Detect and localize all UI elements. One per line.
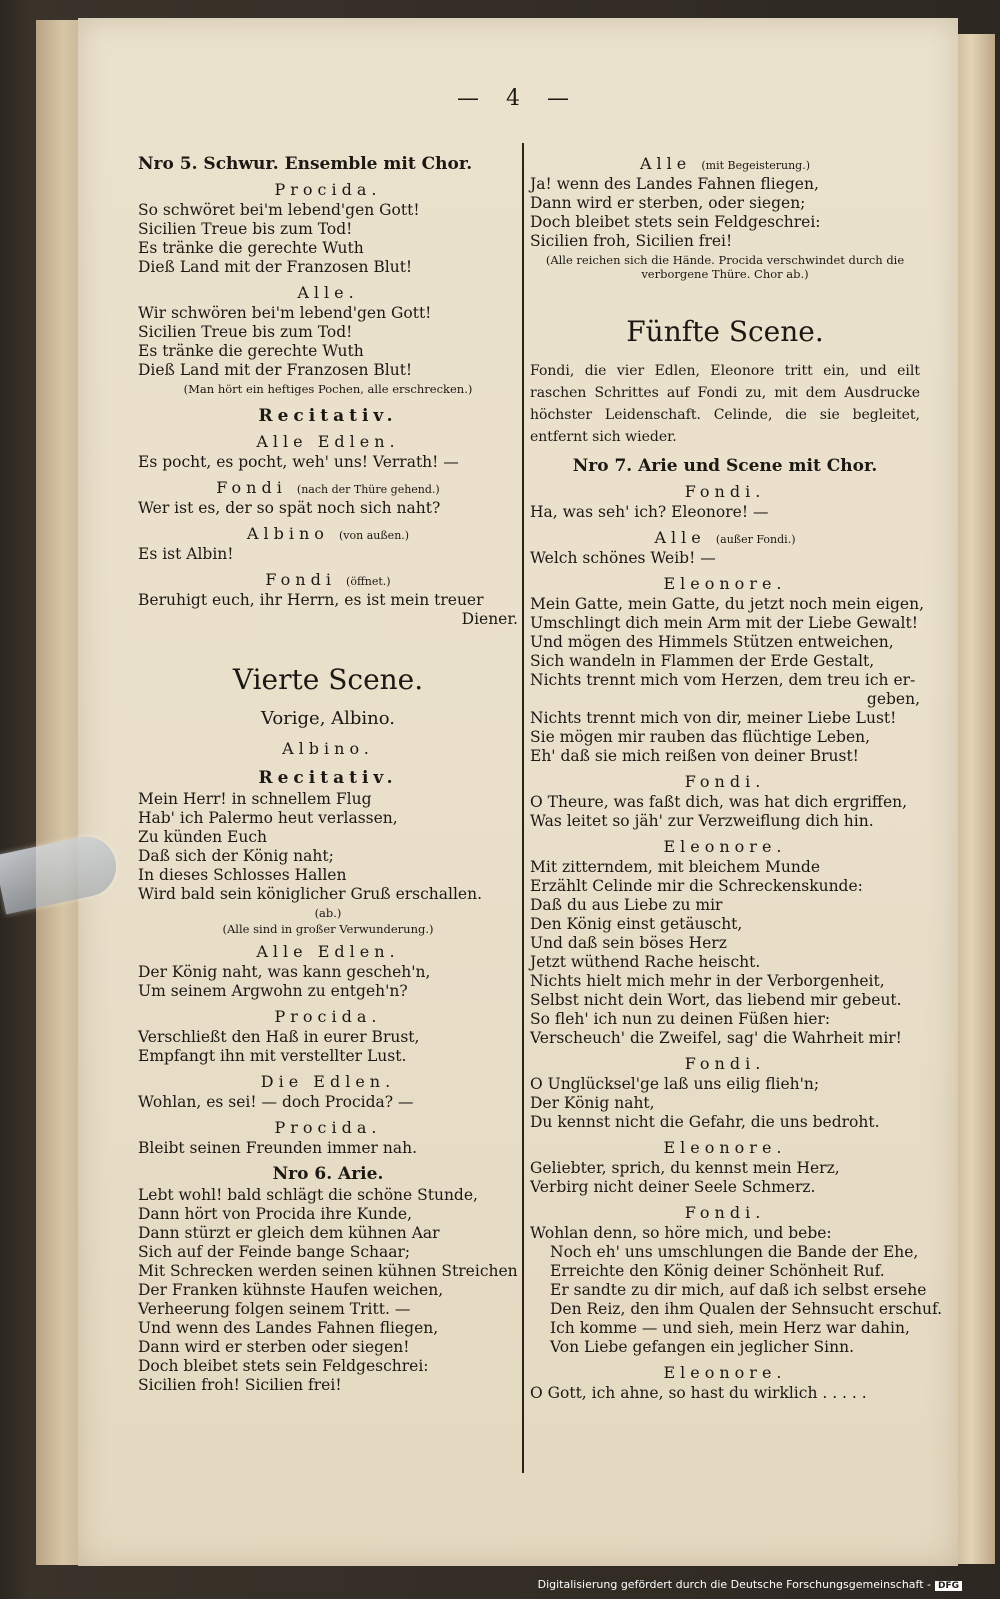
verse-line: Geliebter, sprich, du kennst mein Herz,	[530, 1159, 840, 1177]
verse-line: Nichts trennt mich von dir, meiner Liebe Lust!	[530, 709, 897, 727]
verse-line: Es ist Albin!	[138, 545, 234, 563]
verse-line: Den Reiz, den ihm Qualen der Sehnsucht erschuf.	[550, 1300, 943, 1318]
speaker-label: Fondi.	[684, 1054, 766, 1073]
verse-block	[530, 503, 920, 522]
verse-block	[138, 1139, 518, 1158]
verse-line: Du kennst nicht die Gefahr, die uns bedroht.	[530, 1113, 880, 1131]
verse-block	[138, 1093, 518, 1112]
speaker-name	[138, 524, 518, 543]
verse-block	[138, 453, 518, 472]
verse-line: Ja! wenn des Landes Fahnen fliegen,	[530, 175, 819, 193]
verse-line-continuation: Diener.	[461, 610, 518, 628]
speaker-name	[530, 1054, 920, 1073]
verse-line: Erreichte den König deiner Schönheit Ruf.	[550, 1262, 885, 1280]
verse-line: Daß du aus Liebe zu mir	[530, 896, 723, 914]
speaker-label: Procida.	[274, 180, 382, 199]
verse-block	[530, 1243, 943, 1357]
speaker-name	[530, 528, 920, 547]
verse-line: Er sandte zu dir mich, auf daß ich selbst ersehe	[550, 1281, 927, 1299]
speaker-label: Alle Edlen.	[256, 432, 400, 451]
speaker-name	[138, 942, 518, 961]
speaker-name	[138, 1072, 518, 1091]
dfg-logo: DFG	[935, 1581, 962, 1591]
verse-block	[530, 175, 920, 251]
verse-line: In dieses Schlosses Hallen	[138, 866, 347, 884]
verse-line: Sie mögen mir rauben das flüchtige Leben,	[530, 728, 871, 746]
speaker-name	[138, 1007, 518, 1026]
speaker-name	[530, 772, 920, 791]
verse-line: Und mögen des Himmels Stützen entweichen,	[530, 633, 894, 651]
book-edge-left	[36, 20, 82, 1565]
verse-line: O Unglücksel'ge laß uns eilig flieh'n;	[530, 1075, 820, 1093]
speaker-name	[530, 1363, 920, 1382]
speaker-label: Alle Edlen.	[256, 942, 400, 961]
verse-line: So schwöret bei'm lebend'gen Gott!	[138, 201, 420, 219]
verse-line: Selbst nicht dein Wort, das liebend mir gebeut.	[530, 991, 902, 1009]
verse-line: Der König naht, was kann gescheh'n,	[138, 963, 431, 981]
verse-line: Der König naht,	[530, 1094, 655, 1112]
verse-line: O Gott, ich ahne, so hast du wirklich . . . . .	[530, 1384, 867, 1402]
verse-block	[530, 595, 925, 709]
verse-block	[138, 790, 518, 904]
verse-block	[138, 304, 518, 380]
verse-block	[138, 591, 518, 629]
speaker-label: Fondi.	[684, 482, 766, 501]
speaker-label: Eleonore.	[663, 1363, 787, 1382]
stage-note: (mit Begeisterung.)	[701, 159, 810, 172]
recitativ-label: Recitativ.	[258, 406, 398, 426]
speaker-name	[138, 1118, 518, 1137]
verse-line: Wir schwören bei'm lebend'gen Gott!	[138, 304, 432, 322]
speaker-label: Fondi.	[684, 772, 766, 791]
speaker-name	[530, 482, 920, 501]
verse-line: Den König einst getäuscht,	[530, 915, 743, 933]
verse-line: Daß sich der König naht;	[138, 847, 334, 865]
verse-line: Mit zitterndem, mit bleichem Munde	[530, 858, 820, 876]
speaker-name	[530, 574, 920, 593]
page-number: — 4 —	[457, 86, 579, 111]
speaker-label: Albino	[246, 524, 329, 543]
stage-direction: (Man hört ein heftiges Pochen, alle erschrecken.)	[183, 382, 473, 396]
speaker-name	[138, 283, 518, 302]
verse-line: Doch bleibet stets sein Feldgeschrei:	[530, 213, 821, 231]
verse-line: Um seinem Argwohn zu entgeh'n?	[138, 982, 408, 1000]
verse-block	[530, 1224, 920, 1243]
section-heading: Nro 5. Schwur. Ensemble mit Chor.	[138, 154, 473, 174]
verse-line: Wohlan denn, so höre mich, und bebe:	[530, 1224, 832, 1242]
document-page	[78, 18, 958, 1566]
book-edge-right	[955, 34, 995, 1564]
speaker-label: Fondi	[265, 570, 336, 589]
stage-paragraph: Fondi, die vier Edlen, Eleonore tritt ein, und eilt raschen Schrittes auf Fondi zu, mit dem Ausdrucke höchster Leidenschaft. Celinde, die sie begleitet, entfernt sich wieder.	[530, 363, 920, 445]
stage-direction: (ab.)	[314, 906, 342, 920]
verse-line: Erzählt Celinde mir die Schreckenskunde:	[530, 877, 863, 895]
speaker-name	[138, 570, 518, 589]
verse-block	[530, 1159, 920, 1197]
verse-block	[530, 1384, 920, 1403]
verse-line: Es tränke die gerechte Wuth	[138, 342, 364, 360]
column-divider	[522, 143, 524, 1473]
stage-direction: (Alle reichen sich die Hände. Procida verschwindet durch die verborgene Thüre. Chor ab.)	[545, 253, 905, 281]
verse-line: Sich auf der Feinde bange Schaar;	[138, 1243, 411, 1261]
speaker-label: Procida.	[274, 1007, 382, 1026]
verse-line: Doch bleibet stets sein Feldgeschrei:	[138, 1357, 429, 1375]
verse-line: Verscheuch' die Zweifel, sag' die Wahrheit mir!	[530, 1029, 902, 1047]
speaker-label: Alle.	[297, 283, 359, 302]
verse-line: Sich wandeln in Flammen der Erde Gestalt,	[530, 652, 875, 670]
speaker-label: Fondi.	[684, 1203, 766, 1222]
verse-line: Welch schönes Weib! —	[530, 549, 716, 567]
verse-line: Der Franken kühnste Haufen weichen,	[138, 1281, 444, 1299]
verse-line: Zu künden Euch	[138, 828, 268, 846]
verse-line: Und wenn des Landes Fahnen fliegen,	[138, 1319, 439, 1337]
verse-line: Verschließt den Haß in eurer Brust,	[138, 1028, 420, 1046]
verse-line: Noch eh' uns umschlungen die Bande der Ehe,	[550, 1243, 919, 1261]
verse-line: Sicilien Treue bis zum Tod!	[138, 323, 353, 341]
verse-line: Nichts trennt mich vom Herzen, dem treu ich er-	[530, 671, 916, 689]
verse-line: Dieß Land mit der Franzosen Blut!	[138, 361, 413, 379]
verse-line: Empfangt ihn mit verstellter Lust.	[138, 1047, 407, 1065]
verse-line: So fleh' ich nun zu deinen Füßen hier:	[530, 1010, 831, 1028]
stage-note: (von außen.)	[338, 529, 410, 542]
verse-block	[138, 201, 518, 277]
verse-line: Mein Herr! in schnellem Flug	[138, 790, 372, 808]
speaker-name	[138, 739, 518, 758]
speaker-label: Alle	[639, 154, 692, 173]
verse-line: Sicilien Treue bis zum Tod!	[138, 220, 353, 238]
speaker-label: Procida.	[274, 1118, 382, 1137]
verse-line: Verbirg nicht deiner Seele Schmerz.	[530, 1178, 816, 1196]
verse-block	[138, 545, 518, 564]
verse-line: Es tränke die gerechte Wuth	[138, 239, 364, 257]
verse-block	[138, 1186, 518, 1395]
speaker-label: Eleonore.	[663, 837, 787, 856]
speaker-label: Albino.	[282, 739, 374, 758]
speaker-name	[530, 1138, 920, 1157]
speaker-name	[138, 180, 518, 199]
footer-credit	[538, 1578, 962, 1591]
verse-block	[530, 1075, 920, 1132]
verse-line: Hab' ich Palermo heut verlassen,	[138, 809, 398, 827]
section-heading: Nro 6. Arie.	[272, 1164, 384, 1184]
verse-line: Dann wird er sterben oder siegen!	[138, 1338, 410, 1356]
verse-line: Von Liebe gefangen ein jeglicher Sinn.	[550, 1338, 855, 1356]
verse-line: Es pocht, es pocht, weh' uns! Verrath! —	[138, 453, 459, 471]
verse-line: Jetzt wüthend Rache heischt.	[530, 953, 761, 971]
speaker-name	[530, 837, 920, 856]
verse-block	[530, 549, 920, 568]
verse-line: Lebt wohl! bald schlägt die schöne Stunde,	[138, 1186, 478, 1204]
speaker-label: Fondi	[216, 478, 287, 497]
speaker-name	[530, 1203, 920, 1222]
verse-line: Wer ist es, der so spät noch sich naht?	[138, 499, 441, 517]
speaker-label: Alle	[654, 528, 706, 547]
verse-line: Mein Gatte, mein Gatte, du jetzt noch mein eigen,	[530, 595, 925, 613]
verse-block	[530, 709, 920, 766]
speaker-name	[530, 154, 920, 173]
recitativ-label: Recitativ.	[258, 768, 398, 788]
verse-line: Dann stürzt er gleich dem kühnen Aar	[138, 1224, 440, 1242]
verse-line: Eh' daß sie mich reißen von deiner Brust!	[530, 747, 859, 765]
verse-line: Wird bald sein königlicher Gruß erschallen.	[138, 885, 483, 903]
speaker-label: Die Edlen.	[260, 1072, 396, 1091]
verse-line-continuation: geben,	[866, 690, 920, 708]
verse-line: Wohlan, es sei! — doch Procida? —	[138, 1093, 414, 1111]
speaker-label: Eleonore.	[663, 1138, 787, 1157]
left-column	[138, 148, 518, 1395]
verse-line: Dann hört von Procida ihre Kunde,	[138, 1205, 413, 1223]
verse-block	[530, 858, 920, 1048]
verse-line: Was leitet so jäh' zur Verzweiflung dich hin.	[530, 812, 874, 830]
character-list: Vorige, Albino.	[260, 708, 396, 729]
speaker-label: Eleonore.	[663, 574, 787, 593]
verse-block	[138, 1028, 518, 1066]
verse-line: O Theure, was faßt dich, was hat dich ergriffen,	[530, 793, 908, 811]
verse-line: Nichts hielt mich mehr in der Verborgenheit,	[530, 972, 885, 990]
scene-title: Vierte Scene.	[232, 663, 424, 696]
verse-line: Ha, was seh' ich? Eleonore! —	[530, 503, 769, 521]
verse-line: Und daß sein böses Herz	[530, 934, 727, 952]
verse-line: Umschlingt dich mein Arm mit der Liebe Gewalt!	[530, 614, 918, 632]
footer-text: Digitalisierung gefördert durch die Deutsche Forschungsgemeinschaft -	[537, 1578, 931, 1591]
stage-direction: (Alle sind in großer Verwunderung.)	[222, 922, 434, 936]
right-column	[530, 148, 943, 1403]
verse-block	[138, 963, 518, 1001]
verse-line: Beruhigt euch, ihr Herrn, es ist mein treuer	[138, 591, 484, 609]
speaker-name	[138, 432, 518, 451]
stage-note: (nach der Thüre gehend.)	[296, 483, 440, 496]
verse-line: Sicilien froh, Sicilien frei!	[530, 232, 733, 250]
stage-note: (außer Fondi.)	[715, 533, 796, 546]
verse-line: Dieß Land mit der Franzosen Blut!	[138, 258, 413, 276]
scene-title: Fünfte Scene.	[626, 315, 824, 348]
verse-line: Mit Schrecken werden seinen kühnen Streichen	[138, 1262, 518, 1280]
stage-note: (öffnet.)	[346, 575, 391, 588]
verse-block	[138, 499, 518, 518]
verse-line: Sicilien froh! Sicilien frei!	[138, 1376, 342, 1394]
verse-line: Verheerung folgen seinem Tritt. —	[138, 1300, 411, 1318]
section-heading: Nro 7. Arie und Scene mit Chor.	[572, 456, 878, 476]
verse-block	[530, 793, 920, 831]
verse-line: Dann wird er sterben, oder siegen;	[530, 194, 806, 212]
verse-line: Ich komme — und sieh, mein Herz war dahin,	[550, 1319, 910, 1337]
verse-line: Bleibt seinen Freunden immer nah.	[138, 1139, 418, 1157]
speaker-name	[138, 478, 518, 497]
